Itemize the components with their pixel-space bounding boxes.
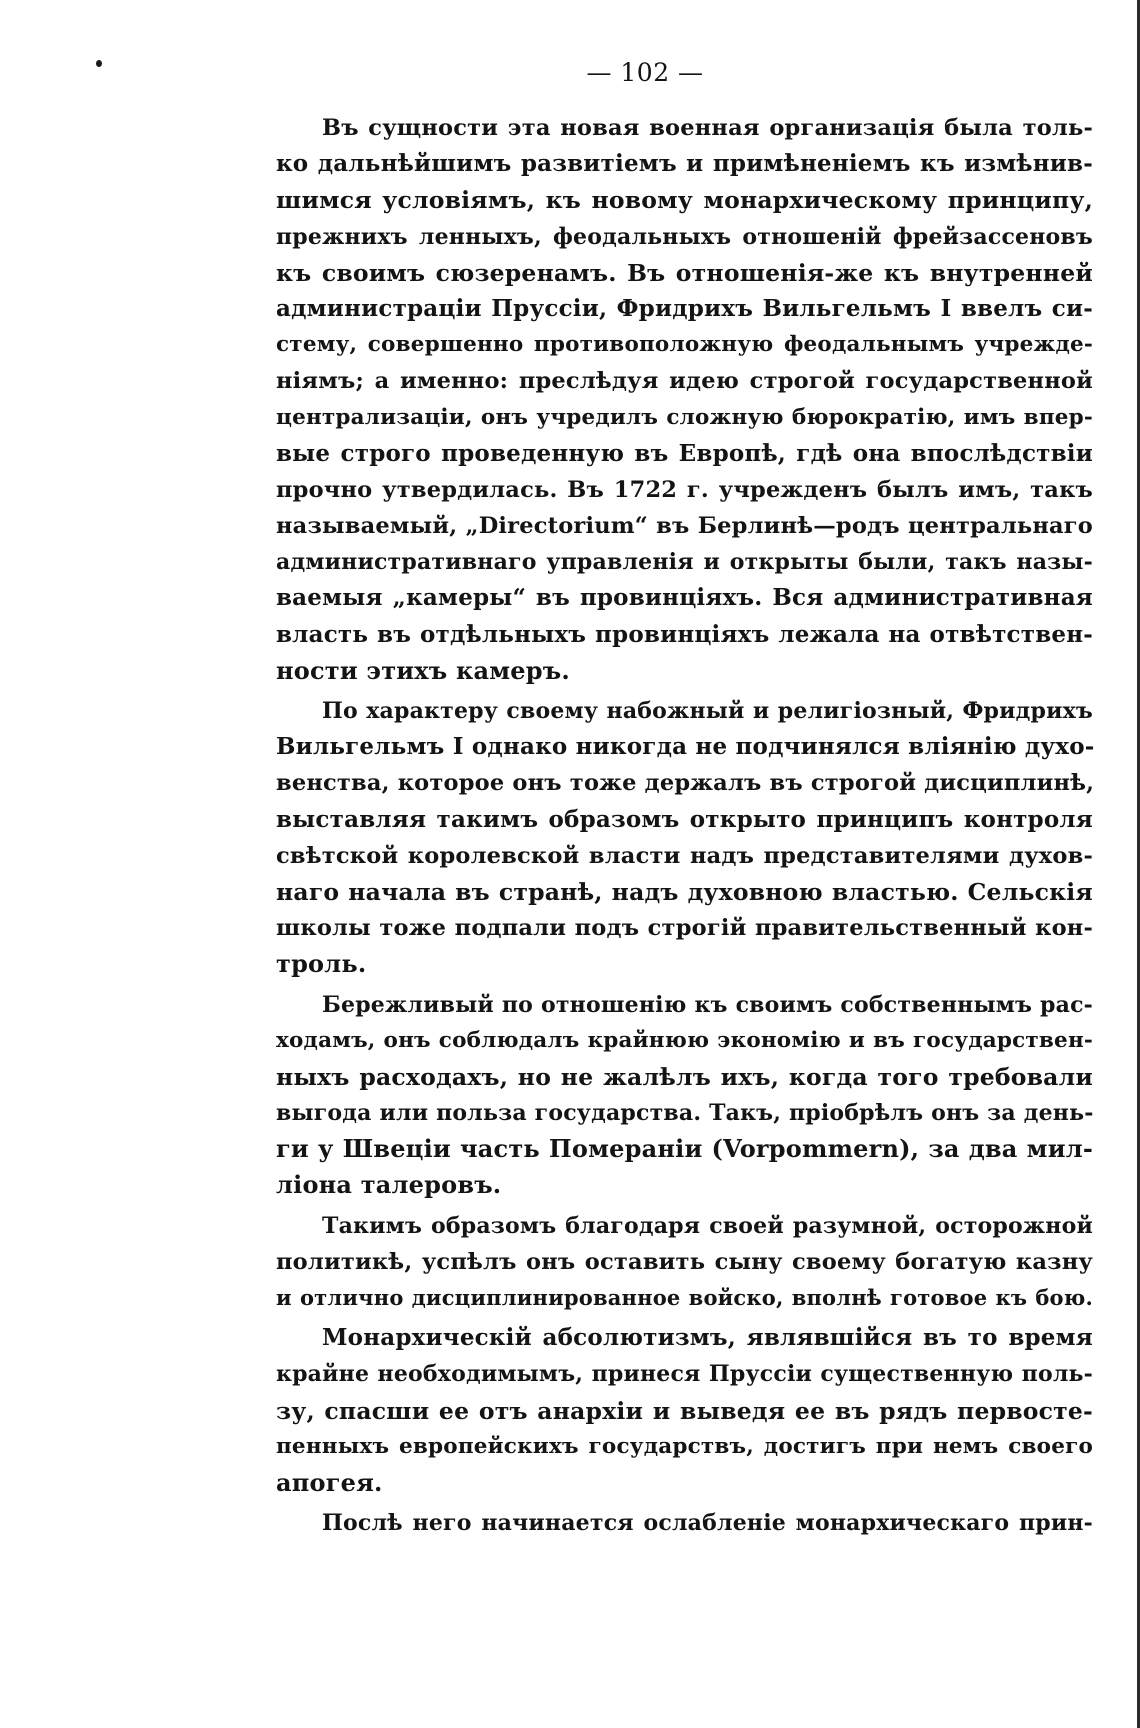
text-line: Вильгельмъ I однако никогда не подчинялся вліянію духо-	[276, 733, 1095, 761]
text-line: По характеру своему набожный и религіозный, Фридрихъ	[322, 698, 1093, 724]
text-line: прежнихъ ленныхъ, феодальныхъ отношеній фрейзассеновъ	[276, 223, 1093, 250]
text-line: выгода или польза государства. Такъ, пріобрѣлъ онъ за день-	[276, 1100, 1094, 1127]
text-line: стему, совершенно противоположную феодальнымъ учрежде-	[276, 332, 1093, 358]
text-line: къ своимъ сюзеренамъ. Въ отношенія-же къ внутренней	[276, 258, 1093, 287]
text-line: Такимъ образомъ благодаря своей разумной, осторожной	[322, 1212, 1093, 1239]
text-line: наго начала въ странѣ, надъ духовною властью. Сельскія	[276, 877, 1093, 906]
text-line: Бережливый по отношенію къ своимъ собственнымъ рас-	[322, 991, 1093, 1018]
text-line: ныхъ расходахъ, но не жалѣлъ ихъ, когда того требовали	[276, 1062, 1093, 1091]
text-line: прочно утвердилась. Въ 1722 г. учрежденъ былъ имъ, такъ	[276, 476, 1093, 503]
text-line: централизаціи, онъ учредилъ сложную бюрократію, имъ впер-	[276, 404, 1093, 430]
text-line: апогея.	[276, 1467, 383, 1497]
text-line: пенныхъ европейскихъ государствъ, достигъ при немъ своего	[276, 1433, 1093, 1459]
text-line: Монархическій абсолютизмъ, являвшійся въ то время	[322, 1324, 1093, 1352]
page-number: — 102 —	[586, 58, 704, 87]
text-line: шимся условіямъ, къ новому монархическому принципу,	[276, 186, 1093, 215]
text-line: венства, которое онъ тоже держалъ въ строгой дисциплинѣ,	[276, 770, 1095, 797]
paragraph	[276, 1320, 1093, 1501]
paragraph	[276, 693, 1093, 983]
text-line: ходамъ, онъ соблюдалъ крайнюю экономію и въ государствен-	[276, 1027, 1093, 1053]
text-line: власть въ отдѣльныхъ провинціяхъ лежала на отвѣтствен-	[276, 620, 1093, 648]
text-line: крайне необходимымъ, принеся Пруссіи существенную поль-	[276, 1361, 1093, 1388]
text-line: политикѣ, успѣлъ онъ оставить сыну своему богатую казну	[276, 1248, 1093, 1275]
text-line: выставляя такимъ образомъ открыто принципъ контроля	[276, 805, 1093, 833]
text-line: зу, спасши ее отъ анархіи и выведя ее въ рядъ первосте-	[276, 1396, 1093, 1425]
text-line: вые строго проведенную въ Европѣ, гдѣ она впослѣдствіи	[276, 439, 1093, 467]
text-line: и отлично дисциплинированное войско, вполнѣ готовое къ бою.	[276, 1285, 1093, 1310]
text-line: ніямъ; а именно: преслѣдуя идею строгой государственной	[276, 368, 1093, 395]
text-line: ваемыя „камеры“ въ провинціяхъ. Вся административная	[276, 584, 1093, 612]
text-line: ги у Швеціи часть Помераніи (Vorpommern), за два мил-	[276, 1134, 1093, 1164]
paragraph	[276, 987, 1093, 1204]
text-line: школы тоже подпали подъ строгій правительственный кон-	[276, 915, 1093, 942]
text-line: Въ сущности эта новая военная организація была толь-	[322, 115, 1093, 141]
paragraph	[276, 1208, 1093, 1317]
text-line: Послѣ него начинается ослабленіе монархическаго прин-	[322, 1510, 1093, 1537]
text-line: административнаго управленія и открыты были, такъ назы-	[276, 549, 1093, 576]
text-line: называемый, „Directorium“ въ Берлинѣ—родъ центральнаго	[276, 513, 1093, 540]
body-text	[276, 110, 1093, 1541]
text-line: ко дальнѣйшимъ развитіемъ и примѣненіемъ къ измѣнив-	[276, 150, 1093, 178]
text-line: администраціи Пруссіи, Фридрихъ Вильгельмъ I ввелъ си-	[276, 294, 1093, 322]
text-line: троль.	[276, 949, 367, 979]
text-line: ности этихъ камеръ.	[276, 655, 570, 685]
paragraph	[276, 110, 1093, 689]
text-line: ліона талеровъ.	[276, 1170, 502, 1200]
text-line: свѣтской королевской власти надъ представителями духов-	[276, 842, 1093, 869]
paragraph	[276, 1505, 1093, 1541]
